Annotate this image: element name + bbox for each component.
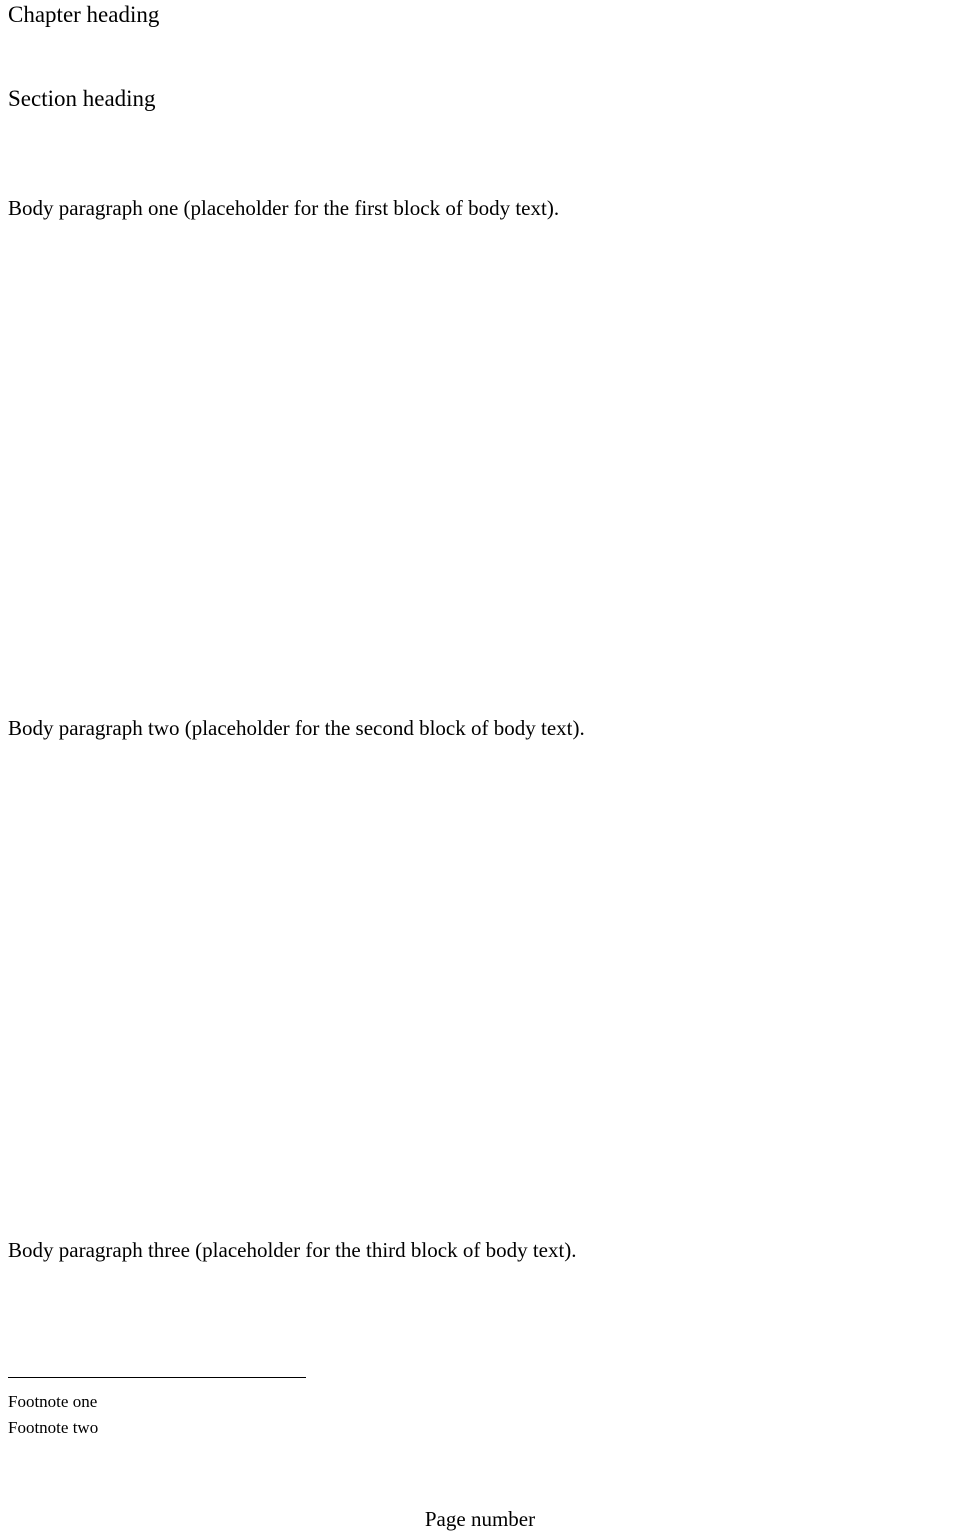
- page-number: Page number: [424, 1507, 536, 1531]
- body-paragraph: Body paragraph one (placeholder for the first block of body text).: [8, 196, 560, 220]
- section-heading: Section heading: [8, 86, 156, 111]
- footnote: Footnote one: [8, 1392, 98, 1411]
- body-paragraph: Body paragraph three (placeholder for the third block of body text).: [8, 1238, 577, 1262]
- footnote-separator: [8, 1377, 306, 1378]
- chapter-heading: Chapter heading: [8, 2, 160, 27]
- footnote: Footnote two: [8, 1418, 99, 1437]
- body-paragraph: Body paragraph two (placeholder for the second block of body text).: [8, 716, 585, 740]
